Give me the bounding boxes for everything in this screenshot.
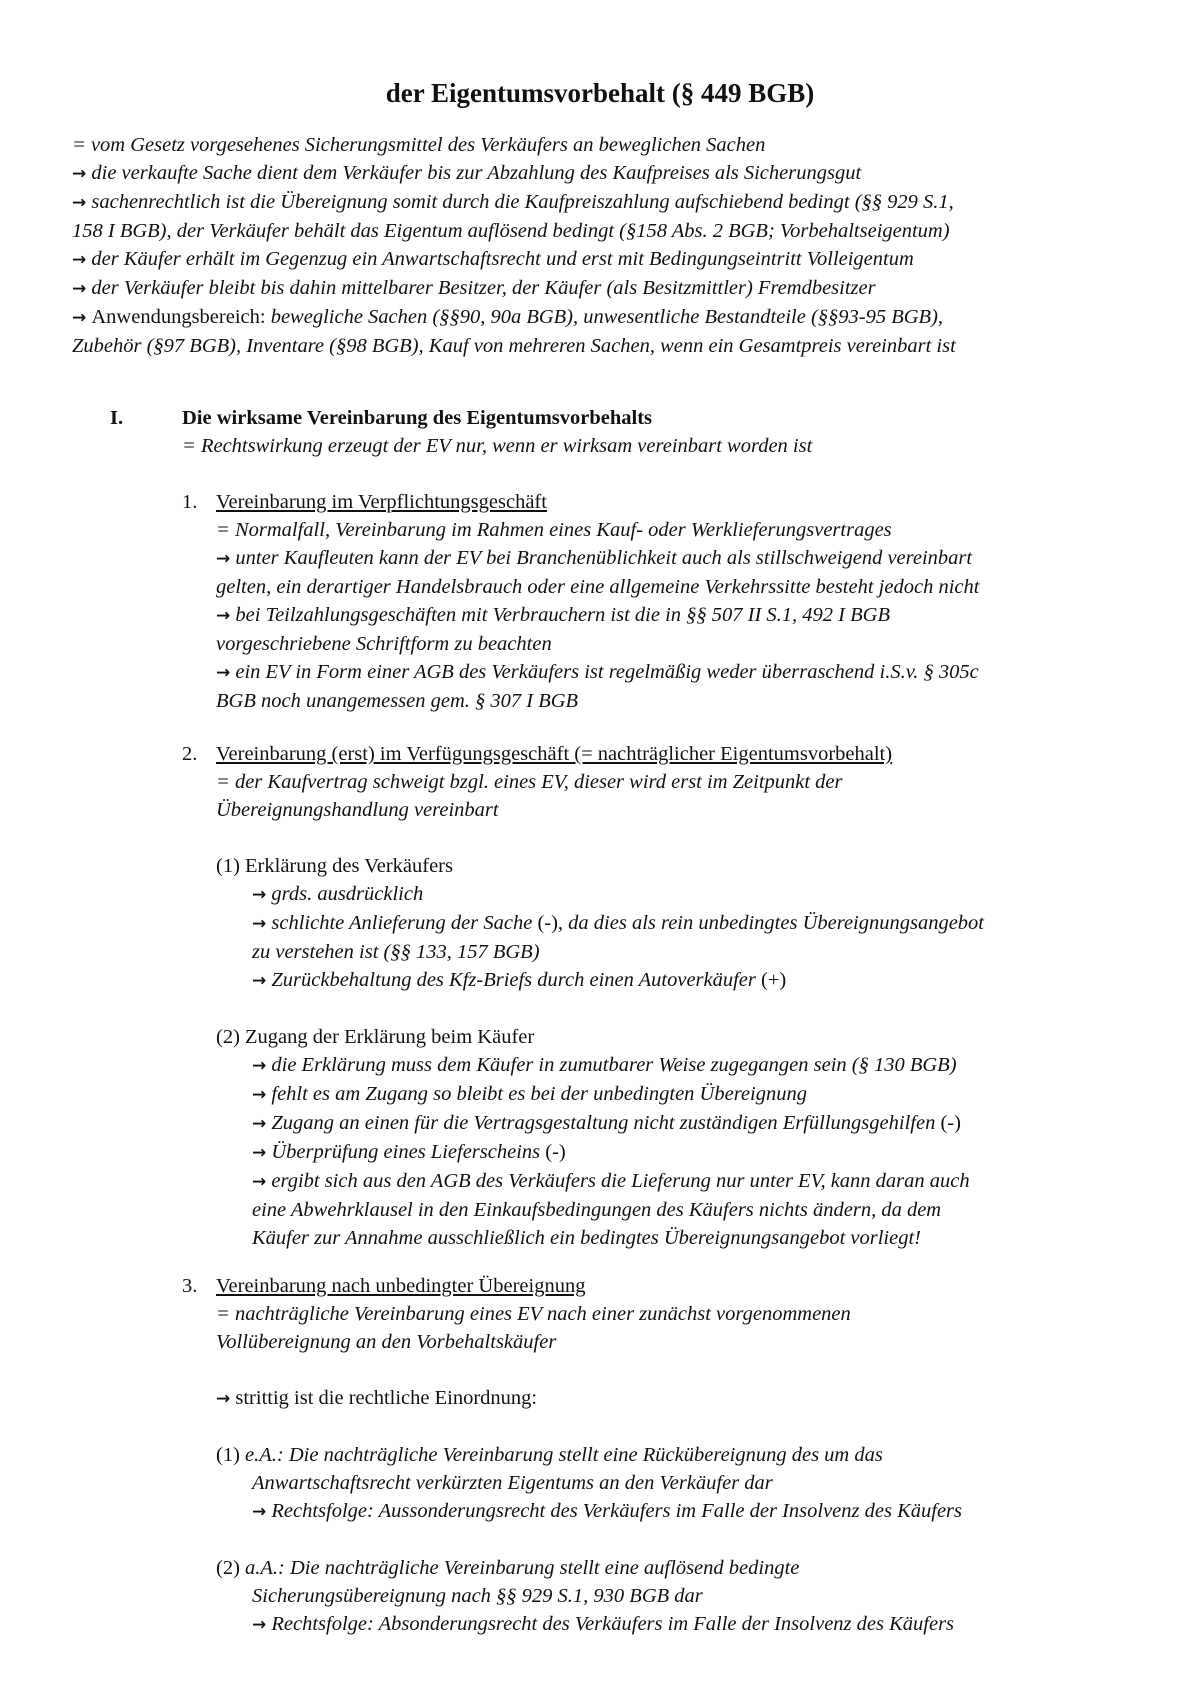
item-heading: Vereinbarung nach unbedingter Übereignung (216, 1275, 586, 1297)
arrow-icon: → (72, 308, 87, 328)
intro-line: → Anwendungsbereich: bewegliche Sachen (§§90, 90a BGB), unwesentliche Bestandteile (§§93-95 BGB), (72, 306, 944, 328)
option-line: → Rechtsfolge: Aussonderungsrecht des Verkäufers im Falle der Insolvenz des Käufers (252, 1500, 962, 1522)
intro-line: → der Käufer erhält im Gegenzug ein Anwartschaftsrecht und erst mit Bedingungseintritt Volleigentum (72, 248, 914, 270)
arrow-icon: → (216, 663, 231, 683)
item-line: eine Abwehrklausel in den Einkaufsbedingungen des Käufers nichts ändern, da dem (252, 1199, 942, 1221)
option-line: (1) e.A.: Die nachträgliche Vereinbarung stellt eine Rückübereignung des um das (216, 1444, 883, 1466)
item-line: gelten, ein derartiger Handelsbrauch oder eine allgemeine Verkehrssitte besteht jedoch nicht (216, 576, 980, 598)
item-line: → bei Teilzahlungsgeschäften mit Verbrauchern ist die in §§ 507 II S.1, 492 I BGB (216, 604, 890, 626)
section-number: I. (110, 407, 124, 429)
item-line: Übereignungshandlung vereinbart (216, 799, 499, 821)
item-line: → grds. ausdrücklich (252, 883, 424, 905)
item-line: vorgeschriebene Schriftform zu beachten (216, 633, 552, 655)
arrow-icon: → (216, 606, 231, 626)
subpoint-1 (216, 852, 984, 995)
arrow-icon: → (252, 971, 267, 991)
arrow-icon: → (252, 914, 267, 934)
option-line: (2) a.A.: Die nachträgliche Vereinbarung stellt eine auflösend bedingte (216, 1557, 800, 1579)
item-line: → ergibt sich aus den AGB des Verkäufers die Lieferung nur unter EV, kann daran auch (252, 1170, 970, 1192)
item-line: = der Kaufvertrag schweigt bzgl. eines EV, dieser wird erst im Zeitpunkt der (216, 771, 843, 793)
item-line: → strittig ist die rechtliche Einordnung: (216, 1387, 538, 1409)
item-number: 3. (182, 1275, 198, 1297)
arrow-icon: → (252, 1172, 267, 1192)
intro-line: Zubehör (§97 BGB), Inventare (§98 BGB), Kauf von mehreren Sachen, wenn ein Gesamtpreis vereinbart ist (72, 335, 956, 357)
item-line: → schlichte Anlieferung der Sache (-), da dies als rein unbedingtes Übereignungsangebot (252, 912, 985, 934)
arrow-icon: → (216, 549, 231, 569)
arrow-icon: → (72, 164, 87, 184)
arrow-icon: → (216, 1389, 231, 1409)
item-line: → fehlt es am Zugang so bleibt es bei der unbedingten Übereignung (252, 1083, 807, 1105)
intro-block (72, 131, 1152, 360)
intro-line: 158 I BGB), der Verkäufer behält das Eigentum auflösend bedingt (§158 Abs. 2 BGB; Vorbehaltseigentum) (72, 220, 950, 242)
arrow-icon: → (252, 1143, 267, 1163)
section-heading: Die wirksame Vereinbarung des Eigentumsvorbehalts (182, 407, 653, 429)
intro-line: → sachenrechtlich ist die Übereignung somit durch die Kaufpreiszahlung aufschiebend bedingt (§§ 929 S.1, (72, 191, 954, 213)
subpoint-2 (216, 1023, 984, 1252)
arrow-icon: → (252, 1114, 267, 1134)
item-line: → Zurückbehaltung des Kfz-Briefs durch einen Autoverkäufer (+) (252, 969, 787, 991)
item-line: → Zugang an einen für die Vertragsgestaltung nicht zuständigen Erfüllungsgehilfen (-) (252, 1112, 961, 1134)
item-line: → die Erklärung muss dem Käufer in zumutbarer Weise zugegangen sein (§ 130 BGB) (252, 1054, 957, 1076)
item-heading: Vereinbarung im Verpflichtungsgeschäft (216, 491, 547, 513)
intro-line: → die verkaufte Sache dient dem Verkäufer bis zur Abzahlung des Kaufpreises als Sicherungsgut (72, 162, 862, 184)
option-line: Sicherungsübereignung nach §§ 929 S.1, 930 BGB dar (252, 1585, 703, 1607)
option-line: → Rechtsfolge: Absonderungsrecht des Verkäufers im Falle der Insolvenz des Käufers (252, 1613, 955, 1635)
intro-line: → der Verkäufer bleibt bis dahin mittelbarer Besitzer, der Käufer (als Besitzmittler) Fremdbesitzer (72, 277, 876, 299)
item-line: BGB noch unangemessen gem. § 307 I BGB (216, 690, 579, 712)
item-line: Vollübereignung an den Vorbehaltskäufer (216, 1331, 557, 1353)
page-title: der Eigentumsvorbehalt (§ 449 BGB) (385, 78, 815, 108)
section-subtitle: = Rechtswirkung erzeugt der EV nur, wenn er wirksam vereinbart worden ist (182, 435, 813, 457)
item-line: = Normalfall, Vereinbarung im Rahmen eines Kauf- oder Werklieferungsvertrages (216, 519, 892, 541)
arrow-icon: → (72, 279, 87, 299)
item-number: 2. (182, 743, 198, 765)
arrow-icon: → (252, 1085, 267, 1105)
arrow-icon: → (252, 885, 267, 905)
item-line: → unter Kaufleuten kann der EV bei Branchenüblichkeit auch als stillschweigend vereinbart (216, 547, 973, 569)
option-1 (216, 1441, 962, 1526)
item-content (216, 740, 984, 1252)
subpoint-heading: (2) Zugang der Erklärung beim Käufer (216, 1026, 535, 1048)
arrow-icon: → (252, 1502, 267, 1522)
item-line: → Überprüfung eines Lieferscheins (-) (252, 1141, 566, 1163)
intro-line: = vom Gesetz vorgesehenes Sicherungsmittel des Verkäufers an beweglichen Sachen (72, 134, 766, 156)
arrow-icon: → (252, 1056, 267, 1076)
item-number: 1. (182, 491, 198, 513)
item-heading: Vereinbarung (erst) im Verfügungsgeschäft (= nachträglicher Eigentumsvorbehalt) (216, 743, 893, 765)
item-content (216, 488, 979, 715)
subpoint-heading: (1) Erklärung des Verkäufers (216, 855, 453, 877)
item-line: → ein EV in Form einer AGB des Verkäufers ist regelmäßig weder überraschend i.S.v. § 305c (216, 661, 979, 683)
arrow-icon: → (252, 1615, 267, 1635)
item-content (216, 1272, 962, 1639)
arrow-icon: → (72, 193, 87, 213)
option-2 (216, 1554, 962, 1639)
section-body (182, 404, 1162, 1635)
arrow-icon: → (72, 250, 87, 270)
item-line: zu verstehen ist (§§ 133, 157 BGB) (252, 941, 540, 963)
item-line: = nachträgliche Vereinbarung eines EV nach einer zunächst vorgenommenen (216, 1303, 851, 1325)
item-line: Käufer zur Annahme ausschließlich ein bedingtes Übereignungsangebot vorliegt! (252, 1227, 922, 1249)
option-line: Anwartschaftsrecht verkürzten Eigentums an den Verkäufer dar (252, 1472, 773, 1494)
